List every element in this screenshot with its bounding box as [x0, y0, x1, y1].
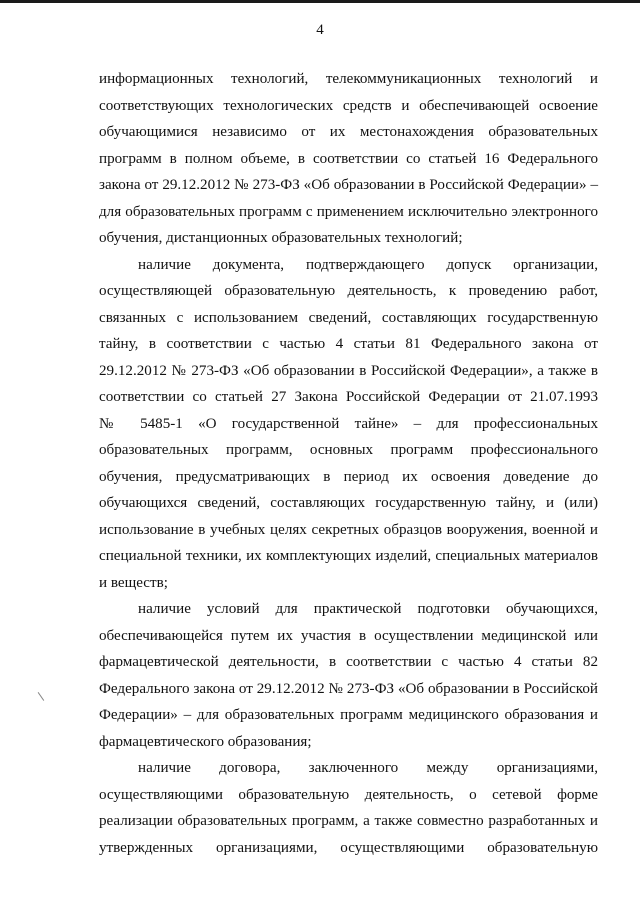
- text-line: наличие условий для практической подготовки обучающихся,: [138, 601, 598, 617]
- text-line: программ в полном объеме, в соответствии со статьей 16 Федерального: [99, 150, 598, 167]
- text-line: наличие документа, подтверждающего допуск организации,: [138, 256, 598, 273]
- paragraph-state-secret-clearance: [99, 252, 598, 597]
- text-line: соответствующих технологических средств и обеспечивающей освоение: [99, 97, 598, 114]
- text-line: соответствии со статьей 27 Закона Российской Федерации от 21.07.1993: [99, 389, 598, 405]
- text-line: фармацевтического образования;: [99, 733, 312, 750]
- text-line: обучения, дистанционных образовательных технологий;: [99, 230, 463, 246]
- document-body: [99, 66, 598, 861]
- text-line: Федерального закона от 29.12.2012 № 273-ФЗ «Об образовании в Российской: [99, 680, 598, 697]
- text-line: тайну, в соответствии с частью 4 статьи 81 Федерального закона от: [99, 336, 598, 352]
- text-line: связанных с использованием сведений, составляющих государственную: [99, 309, 598, 326]
- text-line: обеспечивающейся путем их участия в осуществлении медицинской или: [99, 627, 598, 644]
- text-line: фармацевтической деятельности, в соответствии с частью 4 статьи 82: [99, 654, 598, 670]
- top-border-line: [0, 0, 640, 3]
- text-line: и веществ;: [99, 574, 168, 591]
- text-line: информационных технологий, телекоммуникационных технологий и: [99, 71, 598, 87]
- text-line: обучающимися независимо от их местонахождения образовательных: [99, 124, 598, 140]
- text-line: закона от 29.12.2012 № 273-ФЗ «Об образовании в Российской Федерации» –: [99, 177, 598, 193]
- scan-artifact-mark: [38, 689, 49, 701]
- text-line: использование в учебных целях секретных образцов вооружения, военной и: [99, 521, 598, 538]
- text-line: обучения, предусматривающих в период их освоения доведение до: [99, 468, 598, 485]
- text-line: наличие договора, заключенного между организациями,: [138, 760, 598, 776]
- text-line: осуществляющей образовательную деятельность, к проведению работ,: [99, 283, 598, 299]
- text-line: Федерации» – для образовательных программ медицинского образования и: [99, 707, 598, 723]
- paragraph-network-agreement: [99, 755, 598, 861]
- paragraph-practical-training: [99, 596, 598, 755]
- page-number: 4: [316, 22, 324, 38]
- text-line: № 5485-1 «О государственной тайне» – для профессиональных: [99, 415, 598, 432]
- paragraph-information-technologies: [99, 66, 598, 252]
- text-line: утвержденных организациями, осуществляющими образовательную: [99, 839, 598, 856]
- text-line: образовательных программ, основных программ профессионального: [99, 442, 598, 458]
- text-line: обучающихся сведений, составляющих государственную тайну, и (или): [99, 495, 598, 511]
- text-line: осуществляющими образовательную деятельность, о сетевой форме: [99, 786, 598, 803]
- text-line: реализации образовательных программ, а также совместно разработанных и: [99, 813, 598, 829]
- text-line: для образовательных программ с применением исключительно электронного: [99, 203, 598, 220]
- text-line: специальной техники, их комплектующих изделий, специальных материалов: [99, 548, 598, 564]
- text-line: 29.12.2012 № 273-ФЗ «Об образовании в Российской Федерации», а также в: [99, 362, 598, 379]
